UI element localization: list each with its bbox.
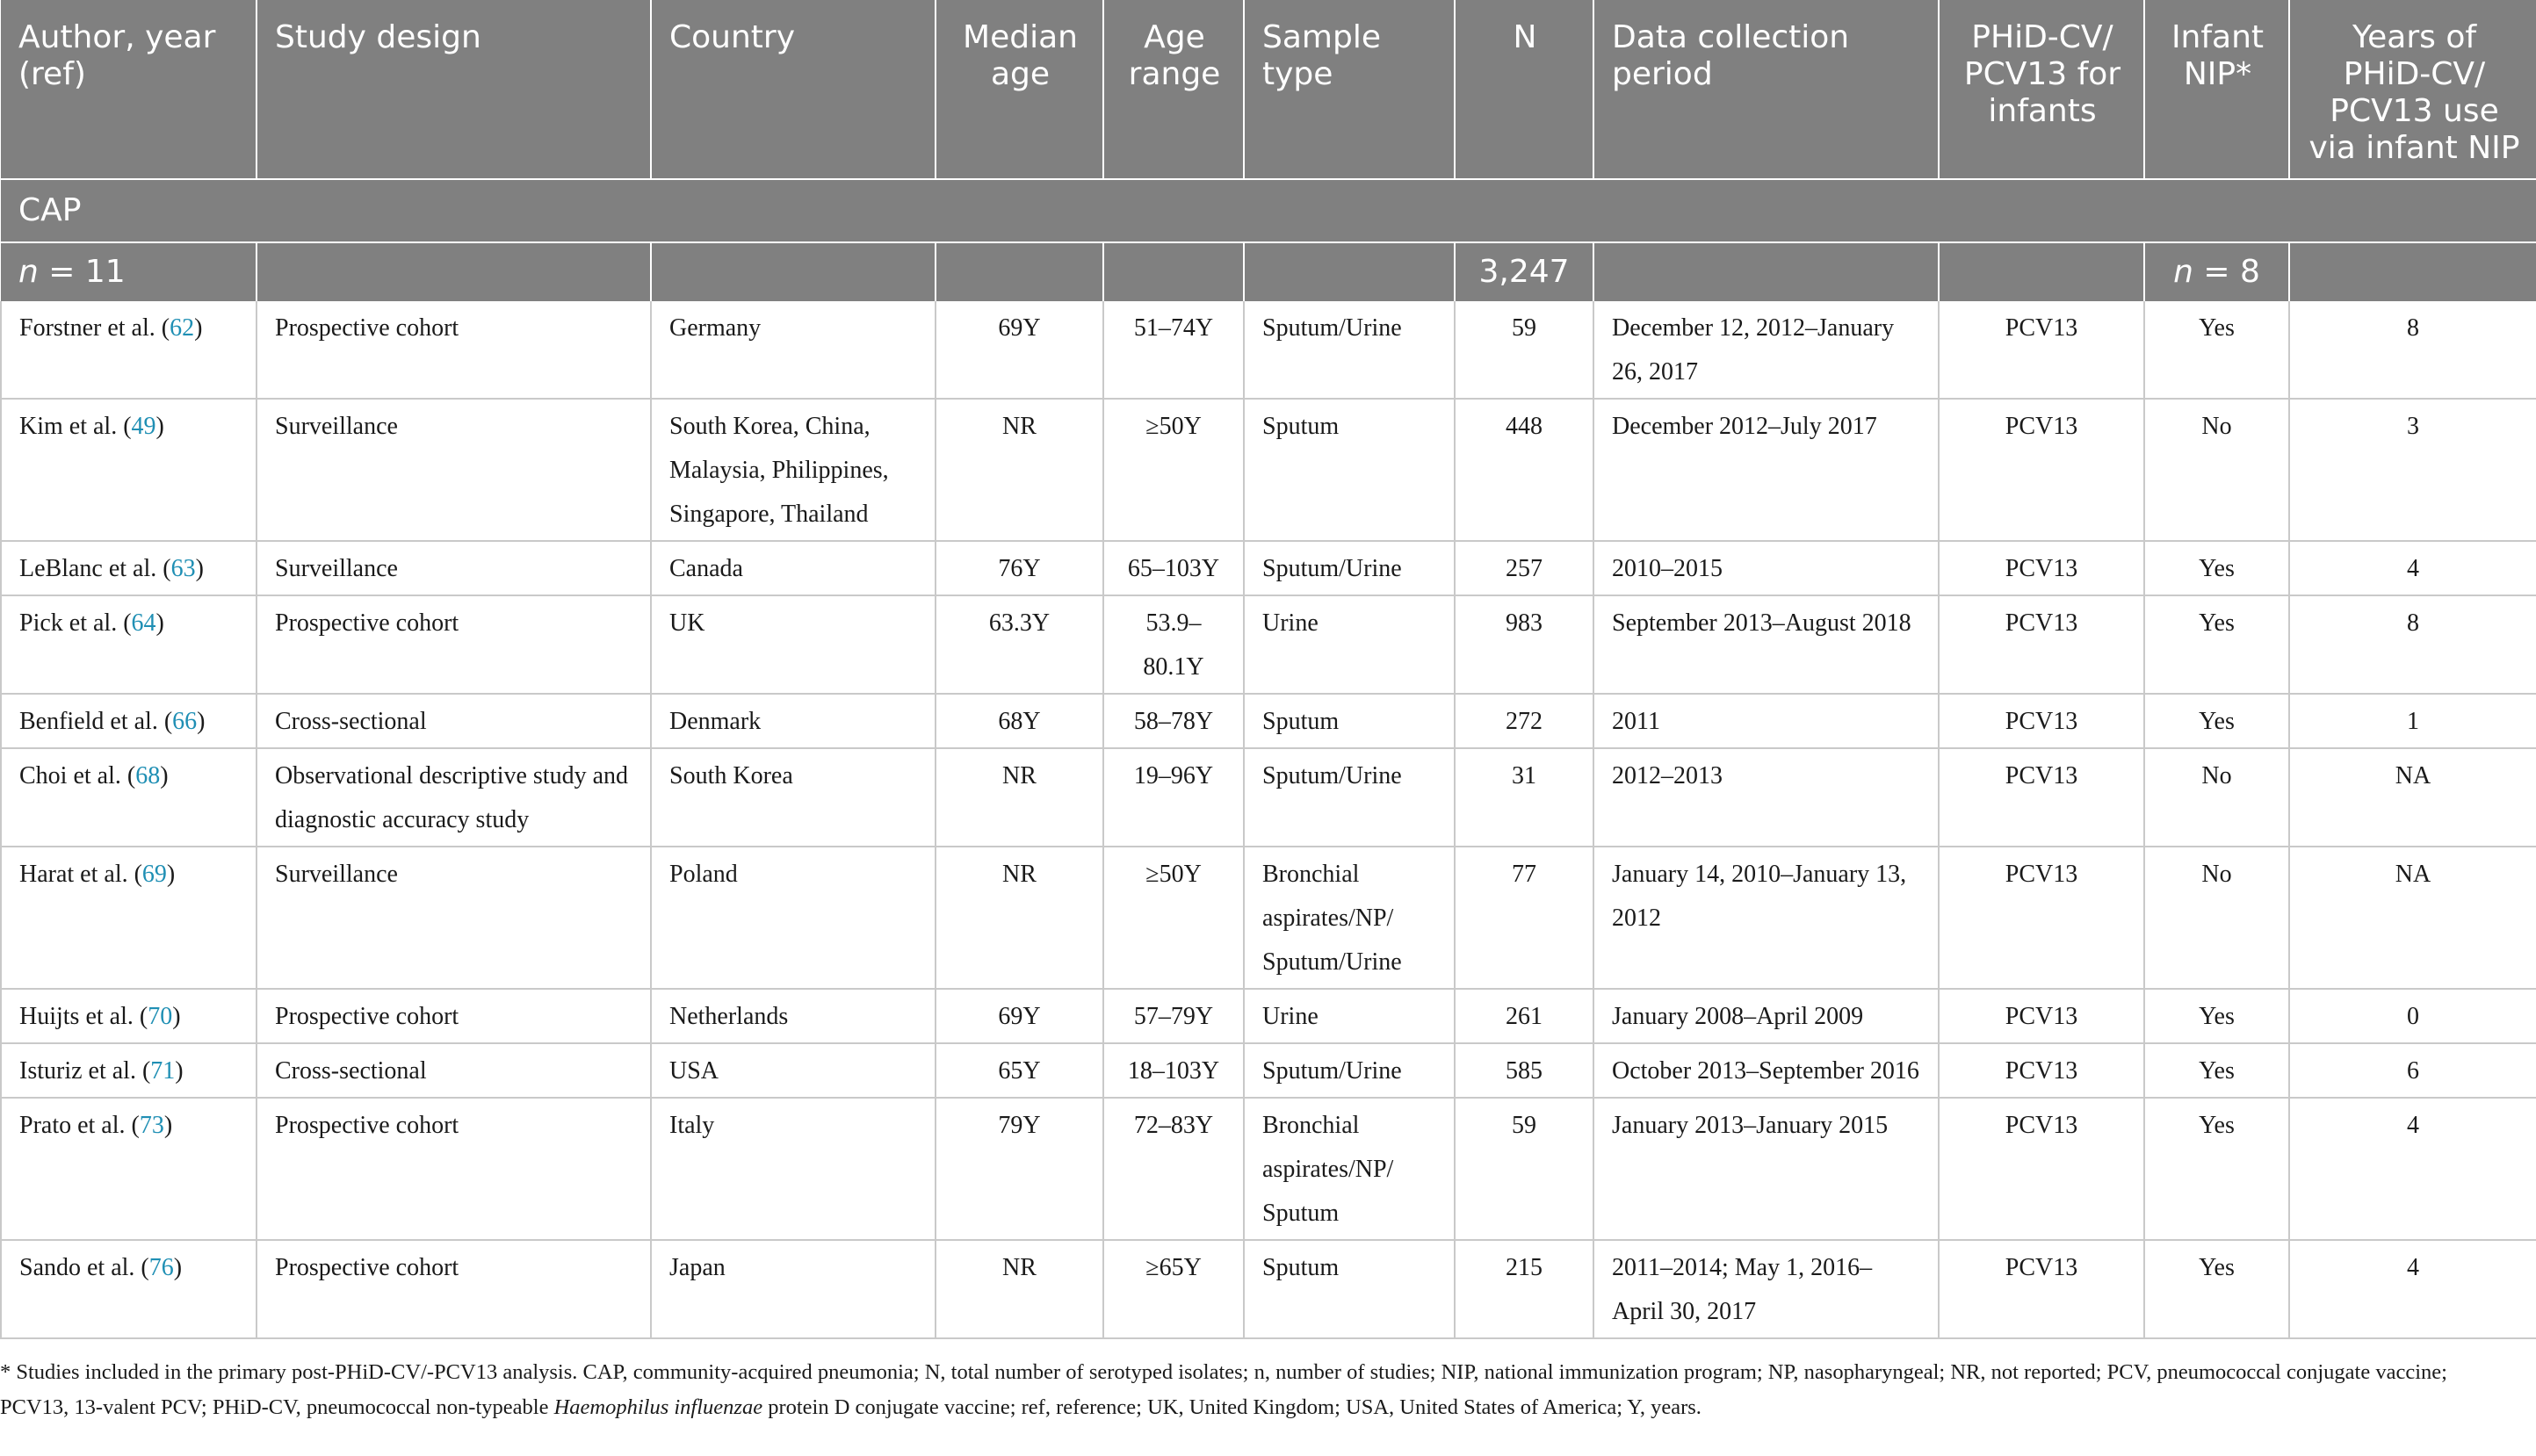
cell-sample: Sputum: [1244, 1240, 1455, 1338]
cell-nip: Yes: [2144, 694, 2289, 748]
cell-n: 585: [1455, 1043, 1593, 1098]
table-row: [1, 301, 2536, 399]
cell-author: Prato et al. (73): [1, 1098, 256, 1240]
cell-n: 272: [1455, 694, 1593, 748]
col-header-years: Years of PHiD-CV/ PCV13 use via infant NIP: [2289, 0, 2536, 179]
cell-n: 59: [1455, 1098, 1593, 1240]
cell-sample: Urine: [1244, 595, 1455, 694]
cell-years: NA: [2289, 847, 2536, 989]
cell-median-age: NR: [936, 748, 1103, 847]
col-header-design: Study design: [256, 0, 651, 179]
cell-design: Cross-sectional: [256, 694, 651, 748]
cell-country: Italy: [651, 1098, 936, 1240]
cell-nip: Yes: [2144, 1043, 2289, 1098]
group-label: CAP: [1, 179, 2536, 242]
cell-country: South Korea: [651, 748, 936, 847]
cell-design: Prospective cohort: [256, 1098, 651, 1240]
cell-sample: Sputum/Urine: [1244, 541, 1455, 595]
cell-period: 2011: [1593, 694, 1939, 748]
cell-vaccine: PCV13: [1939, 301, 2144, 399]
cell-country: UK: [651, 595, 936, 694]
cell-author: Kim et al. (49): [1, 399, 256, 541]
cell-sample: Sputum: [1244, 694, 1455, 748]
cell-median-age: 68Y: [936, 694, 1103, 748]
col-header-country: Country: [651, 0, 936, 179]
reference-link[interactable]: 69: [141, 861, 167, 888]
cell-country: Canada: [651, 541, 936, 595]
cell-median-age: 79Y: [936, 1098, 1103, 1240]
cell-median-age: 69Y: [936, 989, 1103, 1043]
cell-age-range: ≥65Y: [1103, 1240, 1244, 1338]
cell-country: South Korea, China, Malaysia, Philippines, Singapore, Thailand: [651, 399, 936, 541]
cell-period: December 12, 2012–January 26, 2017: [1593, 301, 1939, 399]
cell-nip: Yes: [2144, 595, 2289, 694]
cell-sample: Sputum: [1244, 399, 1455, 541]
col-header-sample-type: Sample type: [1244, 0, 1455, 179]
cell-nip: Yes: [2144, 1240, 2289, 1338]
cell-author: Harat et al. (69): [1, 847, 256, 989]
col-header-age-range: Age range: [1103, 0, 1244, 179]
cell-vaccine: PCV13: [1939, 1240, 2144, 1338]
cell-n: 31: [1455, 748, 1593, 847]
cell-n: 59: [1455, 301, 1593, 399]
cell-years: 0: [2289, 989, 2536, 1043]
cell-design: Observational descriptive study and diagnostic accuracy study: [256, 748, 651, 847]
cell-years: 1: [2289, 694, 2536, 748]
cell-n: 261: [1455, 989, 1593, 1043]
cell-years: 8: [2289, 595, 2536, 694]
cell-period: 2012–2013: [1593, 748, 1939, 847]
cell-n: 215: [1455, 1240, 1593, 1338]
cell-vaccine: PCV13: [1939, 989, 2144, 1043]
cell-country: Germany: [651, 301, 936, 399]
cell-author: Isturiz et al. (71): [1, 1043, 256, 1098]
cell-author: Forstner et al. (62): [1, 301, 256, 399]
table-row: [1, 595, 2536, 694]
cell-sample: Sputum/Urine: [1244, 1043, 1455, 1098]
cell-age-range: 58–78Y: [1103, 694, 1244, 748]
group-total-n: 3,247: [1455, 242, 1593, 301]
cell-design: Prospective cohort: [256, 301, 651, 399]
cell-design: Surveillance: [256, 399, 651, 541]
table-row: [1, 847, 2536, 989]
cell-author: Choi et al. (68): [1, 748, 256, 847]
cell-n: 77: [1455, 847, 1593, 989]
cell-sample: Bronchial aspirates/NP/ Sputum: [1244, 1098, 1455, 1240]
cell-author: Sando et al. (76): [1, 1240, 256, 1338]
cell-design: Prospective cohort: [256, 989, 651, 1043]
cell-period: January 2013–January 2015: [1593, 1098, 1939, 1240]
reference-link[interactable]: 71: [150, 1057, 176, 1085]
group-count-row: [1, 242, 2536, 301]
table-footnote: * Studies included in the primary post-PHiD-CV/-PCV13 analysis. CAP, community-acquired pneumonia; N, total number of serotyped isolates; n, number of studies; NIP, national immunization program; NP, nasopharyngeal; NR, not reported; PCV, pneumococcal conjugate vaccine; PCV13, 13-valent PCV; PHiD-CV, pneumococcal non-typeable Haemophilus influenzae protein D conjugate vaccine; ref, reference; UK, United Kingdom; USA, United States of America; Y, years.: [0, 1360, 2447, 1419]
reference-link[interactable]: 63: [170, 555, 196, 582]
cell-country: Denmark: [651, 694, 936, 748]
group-study-count: n = 11: [1, 242, 256, 301]
cell-age-range: 18–103Y: [1103, 1043, 1244, 1098]
cell-country: Japan: [651, 1240, 936, 1338]
cell-country: Netherlands: [651, 989, 936, 1043]
cell-median-age: 76Y: [936, 541, 1103, 595]
cell-author: Pick et al. (64): [1, 595, 256, 694]
cell-years: NA: [2289, 748, 2536, 847]
cell-sample: Bronchial aspirates/NP/ Sputum/Urine: [1244, 847, 1455, 989]
cell-design: Prospective cohort: [256, 595, 651, 694]
cell-period: January 2008–April 2009: [1593, 989, 1939, 1043]
cell-period: 2011–2014; May 1, 2016–April 30, 2017: [1593, 1240, 1939, 1338]
cell-vaccine: PCV13: [1939, 1098, 2144, 1240]
cell-nip: No: [2144, 847, 2289, 989]
header-row: [1, 0, 2536, 179]
cell-author: Huijts et al. (70): [1, 989, 256, 1043]
cell-vaccine: PCV13: [1939, 1043, 2144, 1098]
cell-vaccine: PCV13: [1939, 694, 2144, 748]
cell-period: January 14, 2010–January 13, 2012: [1593, 847, 1939, 989]
cell-nip: Yes: [2144, 301, 2289, 399]
reference-link[interactable]: 73: [139, 1112, 164, 1139]
reference-link[interactable]: 70: [148, 1003, 173, 1030]
group-row-cap: [1, 179, 2536, 242]
cell-sample: Sputum/Urine: [1244, 301, 1455, 399]
cell-years: 4: [2289, 1240, 2536, 1338]
cell-age-range: ≥50Y: [1103, 399, 1244, 541]
cell-nip: Yes: [2144, 989, 2289, 1043]
table-row: [1, 399, 2536, 541]
cell-country: Poland: [651, 847, 936, 989]
cell-country: USA: [651, 1043, 936, 1098]
reference-link[interactable]: 66: [172, 708, 198, 735]
cell-vaccine: PCV13: [1939, 595, 2144, 694]
col-header-nip: Infant NIP*: [2144, 0, 2289, 179]
col-header-n: N: [1455, 0, 1593, 179]
cell-sample: Sputum/Urine: [1244, 748, 1455, 847]
cell-n: 257: [1455, 541, 1593, 595]
cell-nip: Yes: [2144, 1098, 2289, 1240]
cell-age-range: 51–74Y: [1103, 301, 1244, 399]
col-header-median-age: Median age: [936, 0, 1103, 179]
cell-age-range: 72–83Y: [1103, 1098, 1244, 1240]
cell-nip: Yes: [2144, 541, 2289, 595]
cell-age-range: 53.9–80.1Y: [1103, 595, 1244, 694]
table-row: [1, 1098, 2536, 1240]
cell-median-age: 69Y: [936, 301, 1103, 399]
cell-vaccine: PCV13: [1939, 748, 2144, 847]
cell-period: September 2013–August 2018: [1593, 595, 1939, 694]
reference-link[interactable]: 68: [135, 762, 161, 789]
reference-link[interactable]: 62: [170, 314, 195, 342]
table-row: [1, 694, 2536, 748]
table-row: [1, 1240, 2536, 1338]
cell-vaccine: PCV13: [1939, 847, 2144, 989]
col-header-period: Data collection period: [1593, 0, 1939, 179]
reference-link[interactable]: 76: [148, 1254, 174, 1281]
table-row: [1, 1043, 2536, 1098]
group-nip-count: n = 8: [2144, 242, 2289, 301]
cell-vaccine: PCV13: [1939, 399, 2144, 541]
cell-author: Benfield et al. (66): [1, 694, 256, 748]
cell-design: Cross-sectional: [256, 1043, 651, 1098]
cell-design: Surveillance: [256, 847, 651, 989]
cell-n: 448: [1455, 399, 1593, 541]
cell-author: LeBlanc et al. (63): [1, 541, 256, 595]
cell-period: October 2013–September 2016: [1593, 1043, 1939, 1098]
cell-nip: No: [2144, 748, 2289, 847]
cell-median-age: NR: [936, 847, 1103, 989]
cell-median-age: 65Y: [936, 1043, 1103, 1098]
cell-age-range: 57–79Y: [1103, 989, 1244, 1043]
col-header-author: Author, year (ref): [1, 0, 256, 179]
cell-median-age: NR: [936, 1240, 1103, 1338]
table-row: [1, 541, 2536, 595]
reference-link[interactable]: 64: [131, 609, 156, 637]
cell-years: 3: [2289, 399, 2536, 541]
cell-vaccine: PCV13: [1939, 541, 2144, 595]
table-row: [1, 989, 2536, 1043]
cell-nip: No: [2144, 399, 2289, 541]
cell-sample: Urine: [1244, 989, 1455, 1043]
cell-median-age: 63.3Y: [936, 595, 1103, 694]
table-row: [1, 748, 2536, 847]
cell-design: Prospective cohort: [256, 1240, 651, 1338]
cell-years: 6: [2289, 1043, 2536, 1098]
cell-years: 4: [2289, 541, 2536, 595]
cell-age-range: 19–96Y: [1103, 748, 1244, 847]
cell-years: 8: [2289, 301, 2536, 399]
cell-median-age: NR: [936, 399, 1103, 541]
cell-period: 2010–2015: [1593, 541, 1939, 595]
cell-age-range: 65–103Y: [1103, 541, 1244, 595]
cell-years: 4: [2289, 1098, 2536, 1240]
cell-n: 983: [1455, 595, 1593, 694]
cell-design: Surveillance: [256, 541, 651, 595]
cell-age-range: ≥50Y: [1103, 847, 1244, 989]
cell-period: December 2012–July 2017: [1593, 399, 1939, 541]
col-header-vaccine: PHiD-CV/ PCV13 for infants: [1939, 0, 2144, 179]
reference-link[interactable]: 49: [131, 413, 156, 440]
